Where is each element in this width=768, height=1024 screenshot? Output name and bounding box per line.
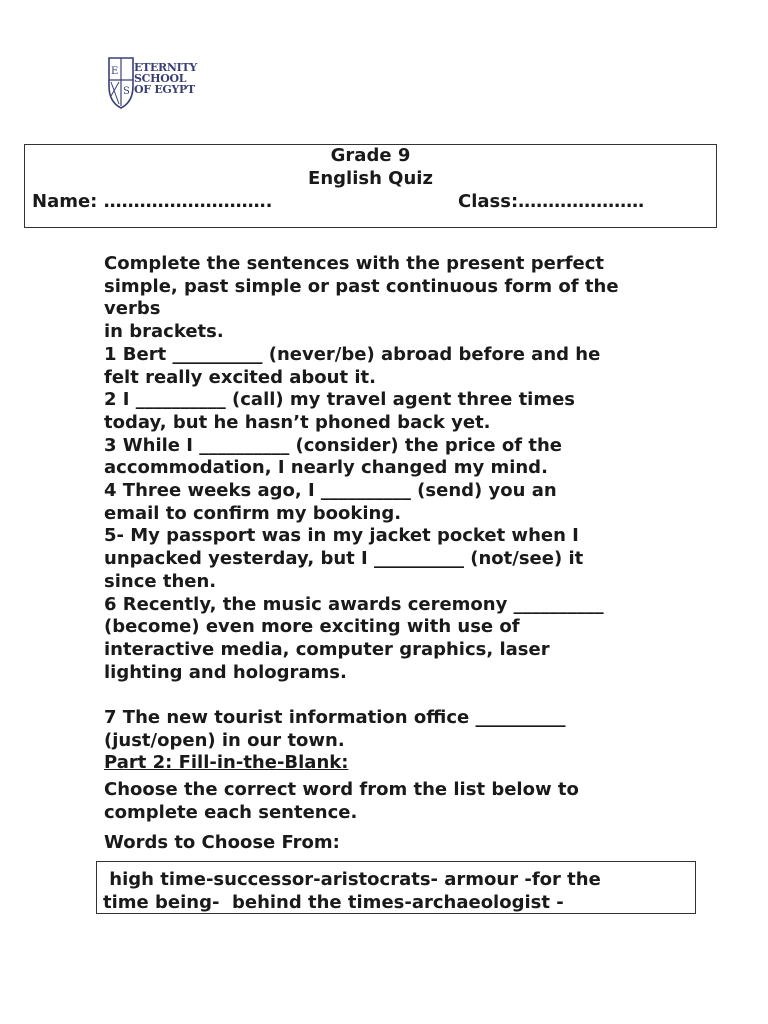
grade-heading: Grade 9 bbox=[330, 145, 411, 166]
words-heading: Words to Choose From: bbox=[104, 831, 340, 853]
instruction-line: verbs bbox=[104, 298, 161, 320]
question-line: felt really excited about it. bbox=[104, 366, 376, 388]
shield-letter-e: E bbox=[111, 66, 119, 77]
instruction-line: simple, past simple or past continuous form of the bbox=[104, 275, 619, 297]
class-field[interactable]: Class:………………… bbox=[458, 191, 645, 212]
question-line: email to confirm my booking. bbox=[104, 502, 402, 524]
question-line: today, but he hasn’t phoned back yet. bbox=[104, 411, 491, 433]
question-line: accommodation, I nearly changed my mind. bbox=[104, 457, 548, 479]
question-line: 3 While I __________ (consider) the price of the bbox=[104, 434, 562, 456]
question-2 bbox=[104, 389, 724, 434]
question-line: unpacked yesterday, but I __________ (not/see) it bbox=[104, 548, 584, 570]
spacer bbox=[104, 684, 724, 707]
word-bank-box bbox=[96, 861, 696, 914]
question-line: 5- My passport was in my jacket pocket when I bbox=[104, 525, 579, 547]
question-line: interactive media, computer graphics, laser bbox=[104, 638, 550, 660]
question-7 bbox=[104, 707, 724, 752]
question-line: since then. bbox=[104, 570, 217, 592]
instruction-line: complete each sentence. bbox=[104, 801, 358, 823]
question-line: 4 Three weeks ago, I __________ (send) you an bbox=[104, 480, 557, 502]
question-line: 1 Bert __________ (never/be) abroad before and he bbox=[104, 343, 601, 365]
instruction-line: in brackets. bbox=[104, 321, 224, 343]
part2-heading: Part 2: Fill-in-the-Blank: bbox=[104, 752, 349, 774]
school-name-line-1: ETERNITY bbox=[134, 61, 197, 74]
instruction-line: Complete the sentences with the present perfect bbox=[104, 253, 605, 274]
question-line: lighting and holograms. bbox=[104, 661, 347, 683]
question-line: (just/open) in our town. bbox=[104, 729, 345, 751]
question-line: 2 I __________ (call) my travel agent three times bbox=[104, 389, 576, 411]
question-4 bbox=[104, 480, 724, 525]
question-1 bbox=[104, 344, 724, 389]
shield-letter-s: S bbox=[123, 86, 130, 97]
quiz-header-box bbox=[24, 144, 717, 228]
question-5 bbox=[104, 525, 724, 593]
part2-instructions bbox=[104, 779, 724, 824]
school-name-line-2: SCHOOL bbox=[134, 72, 187, 85]
school-logo bbox=[107, 56, 217, 112]
school-name bbox=[134, 62, 197, 95]
question-3 bbox=[104, 435, 724, 480]
name-field[interactable]: Name: ………………………. bbox=[32, 191, 273, 212]
part1-instructions bbox=[104, 253, 724, 344]
instruction-line: Choose the correct word from the list below to bbox=[104, 779, 579, 801]
school-shield-icon bbox=[107, 56, 135, 110]
question-6 bbox=[104, 594, 724, 685]
school-name-line-3: OF EGYPT bbox=[134, 83, 195, 96]
quiz-content bbox=[104, 253, 724, 854]
question-line: 6 Recently, the music awards ceremony __________ bbox=[104, 593, 604, 615]
question-line: 7 The new tourist information office __________ bbox=[104, 707, 566, 729]
word-bank-line: time being- behind the times-archaeologist - bbox=[103, 892, 564, 913]
question-line: (become) even more exciting with use of bbox=[104, 616, 520, 638]
quiz-title: English Quiz bbox=[308, 168, 433, 189]
word-bank-line: high time-successor-aristocrats- armour -for the bbox=[103, 869, 601, 890]
